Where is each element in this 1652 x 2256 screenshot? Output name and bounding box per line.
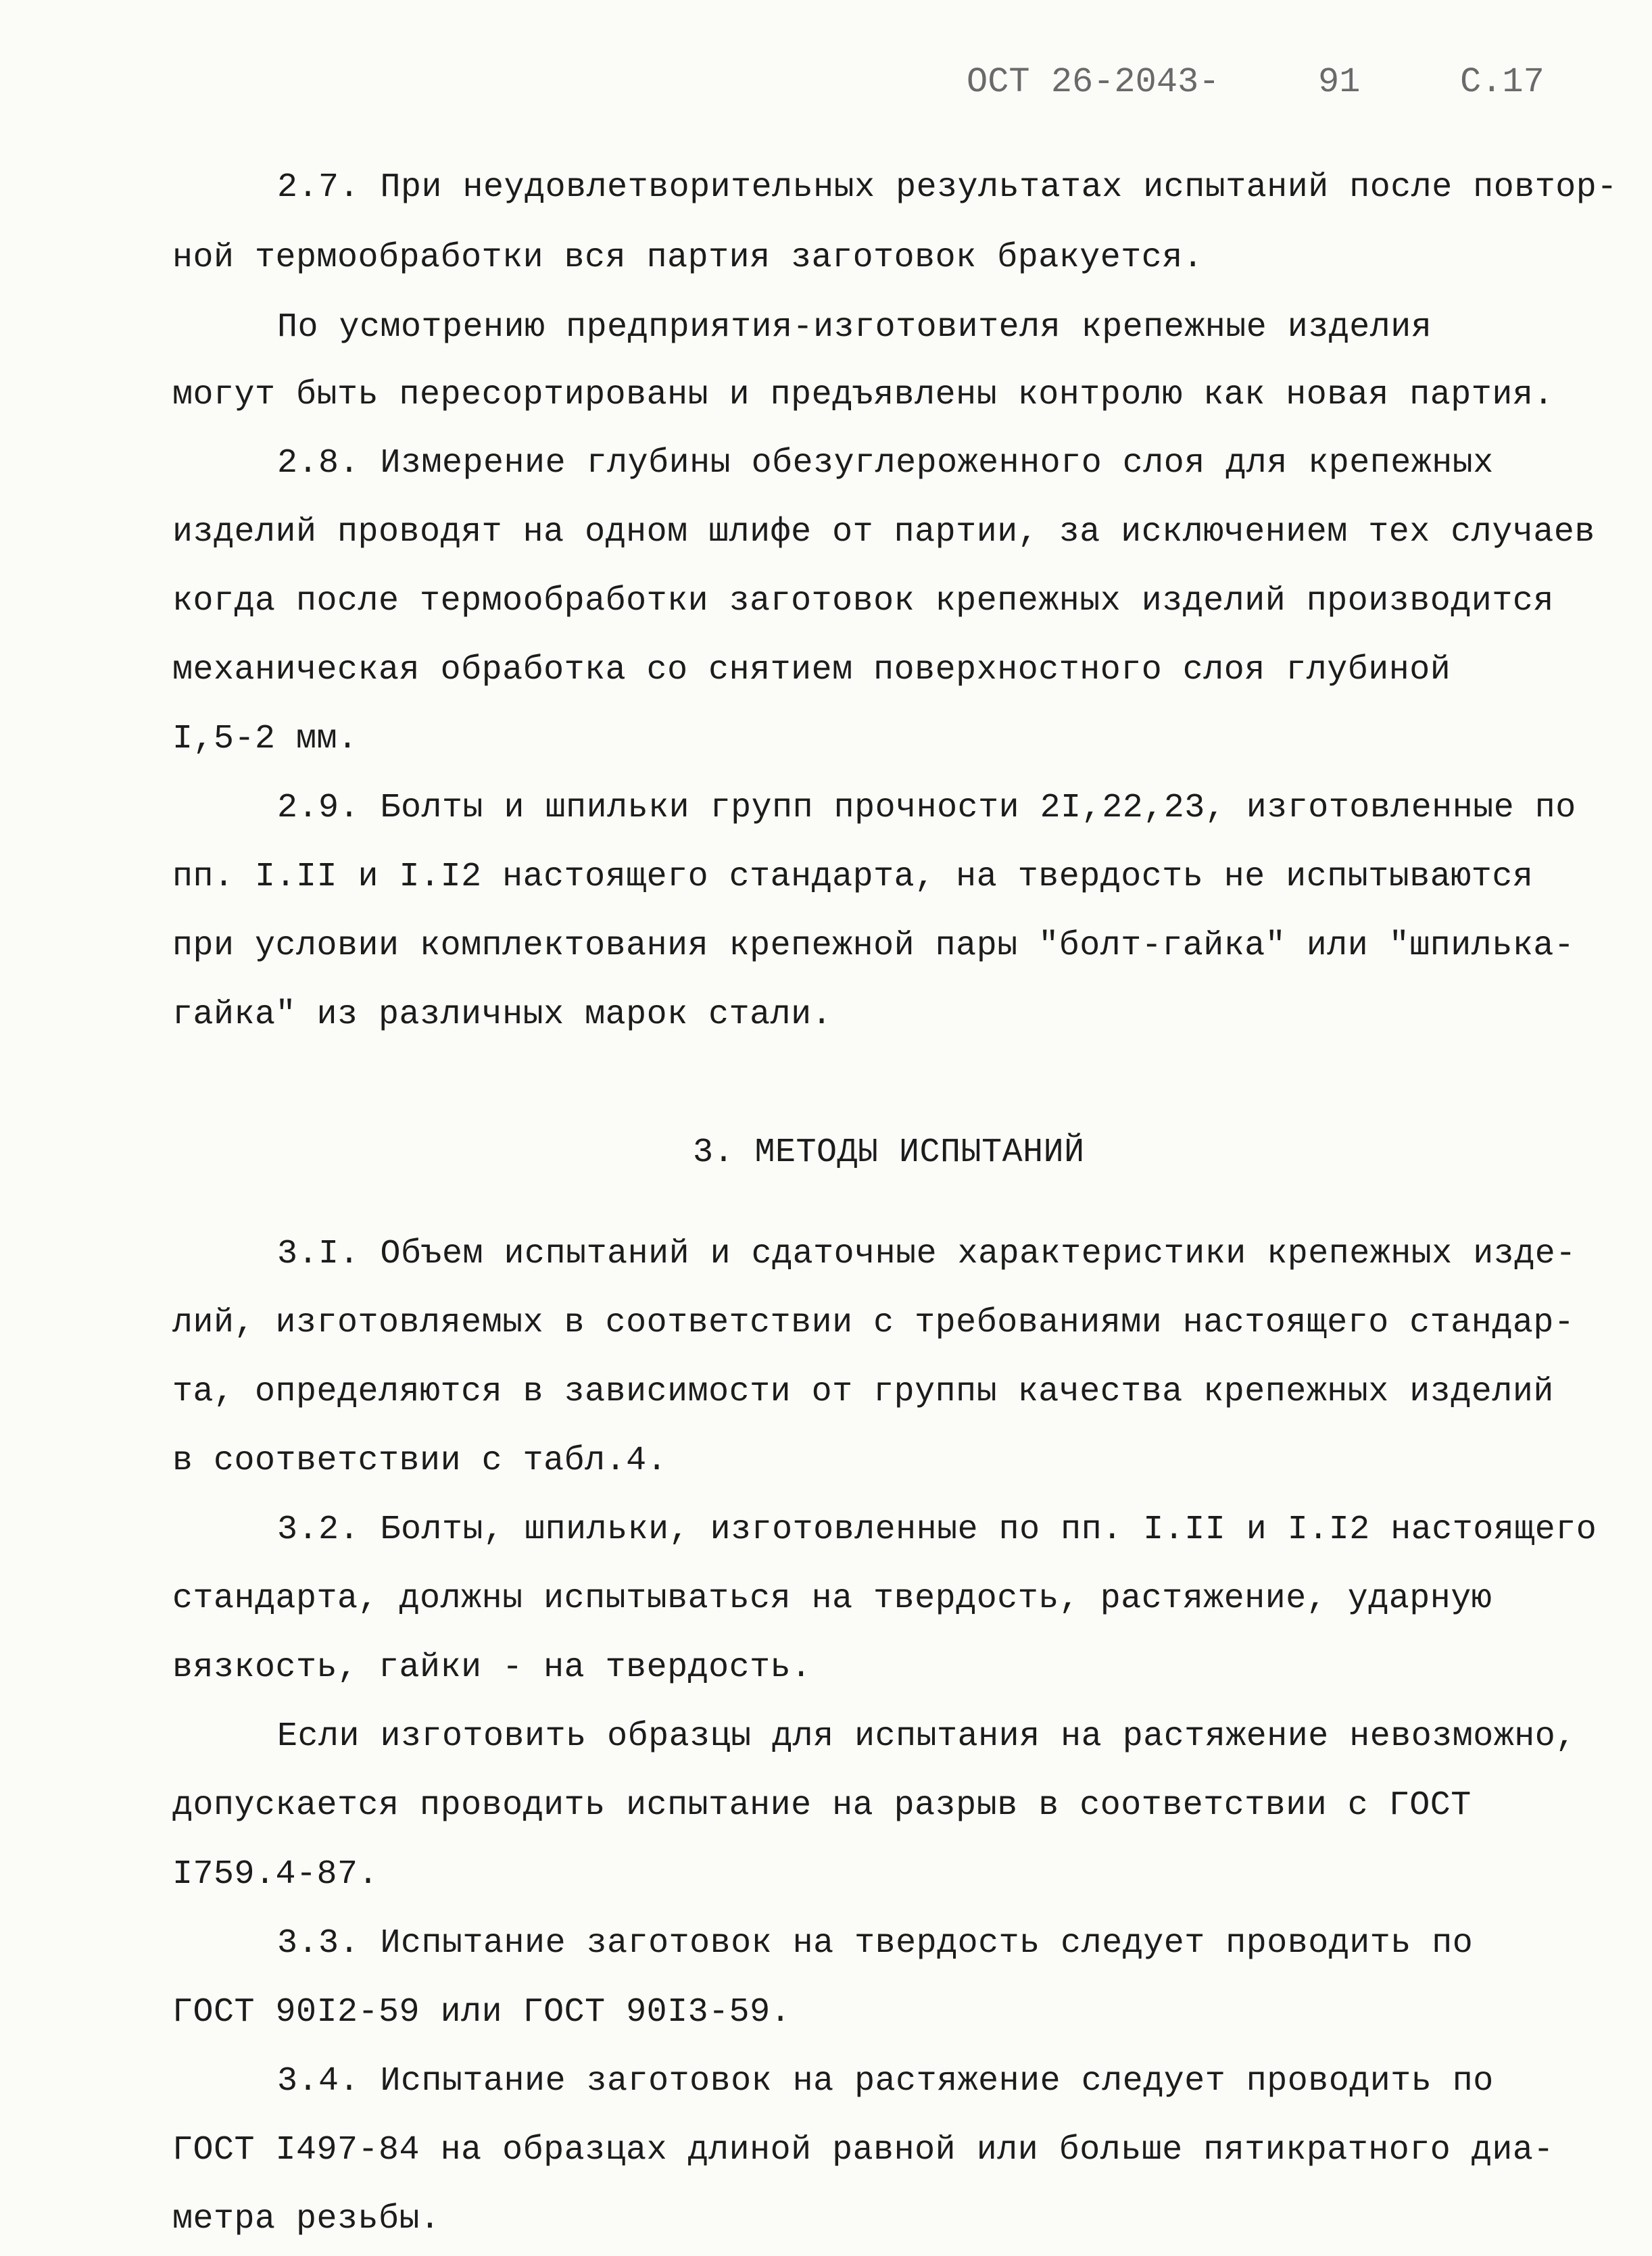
paragraph-3-4-line-1: 3.4. Испытание заготовок на растяжение следует проводить по <box>277 2062 1494 2101</box>
paragraph-3-1-line-1: 3.I. Объем испытаний и сдаточные характеристики крепежных изде- <box>277 1235 1576 1273</box>
paragraph-3-2-line-3: вязкость, гайки - на твердость. <box>172 1648 812 1687</box>
section-3-title: 3. МЕТОДЫ ИСПЫТАНИЙ <box>693 1133 1085 1172</box>
paragraph-2-8-line-4: механическая обработка со снятием поверхностного слоя глубиной <box>172 651 1451 689</box>
paragraph-3-1-line-4: в соответствии с табл.4. <box>172 1442 668 1480</box>
paragraph-2-9-line-2: пп. I.II и I.I2 настоящего стандарта, на твердость не испытываются <box>172 858 1534 896</box>
paragraph-2-8-line-1: 2.8. Измерение глубины обезуглероженного слоя для крепежных <box>277 444 1494 483</box>
paragraph-2-9-line-4: гайка" из различных марок стали. <box>172 996 833 1034</box>
document-year: 91 <box>1318 62 1361 102</box>
page-number: С.17 <box>1460 62 1545 102</box>
paragraph-2-7b-line-2: могут быть пересортированы и предъявлены контролю как новая партия. <box>172 376 1554 414</box>
document-code: ОСТ 26-2043- <box>967 62 1220 102</box>
paragraph-2-9-line-3: при условии комплектования крепежной пары "болт-гайка" или "шпилька- <box>172 927 1575 965</box>
paragraph-3-4-line-2: ГОСТ I497-84 на образцах длиной равной или больше пятикратного диа- <box>172 2131 1554 2169</box>
paragraph-2-8-line-2: изделий проводят на одном шлифе от партии, за исключением тех случаев <box>172 513 1595 551</box>
paragraph-2-7-line-1: 2.7. При неудовлетворительных результатах испытаний после повтор- <box>277 168 1618 207</box>
paragraph-3-2b-line-3: I759.4-87. <box>172 1855 379 1894</box>
paragraph-2-8-line-3: когда после термообработки заготовок крепежных изделий производится <box>172 582 1554 620</box>
paragraph-3-2-line-2: стандарта, должны испытываться на твердость, растяжение, ударную <box>172 1579 1492 1618</box>
paragraph-3-4-line-3: метра резьбы. <box>172 2200 441 2238</box>
paragraph-3-3-line-2: ГОСТ 90I2-59 или ГОСТ 90I3-59. <box>172 1993 792 2032</box>
paragraph-2-7-line-2: ной термообработки вся партия заготовок бракуется. <box>172 239 1204 277</box>
paragraph-3-2b-line-2: допускается проводить испытание на разрыв в соответствии с ГОСТ <box>172 1786 1472 1825</box>
paragraph-3-3-line-1: 3.3. Испытание заготовок на твердость следует проводить по <box>277 1924 1474 1963</box>
page-header <box>967 62 1575 109</box>
paragraph-2-9-line-1: 2.9. Болты и шпильки групп прочности 2I,22,23, изготовленные по <box>277 789 1576 827</box>
paragraph-2-8-line-5: I,5-2 мм. <box>172 720 358 758</box>
paragraph-2-7b-line-1: По усмотрению предприятия-изготовителя крепежные изделия <box>277 308 1432 347</box>
paragraph-3-1-line-2: лий, изготовляемых в соответствии с требованиями настоящего стандар- <box>172 1304 1575 1342</box>
paragraph-3-1-line-3: та, определяются в зависимости от группы качества крепежных изделий <box>172 1373 1554 1411</box>
paragraph-3-2-line-1: 3.2. Болты, шпильки, изготовленные по пп. I.II и I.I2 настоящего <box>277 1511 1597 1549</box>
paragraph-3-2b-line-1: Если изготовить образцы для испытания на растяжение невозможно, <box>277 1717 1576 1756</box>
